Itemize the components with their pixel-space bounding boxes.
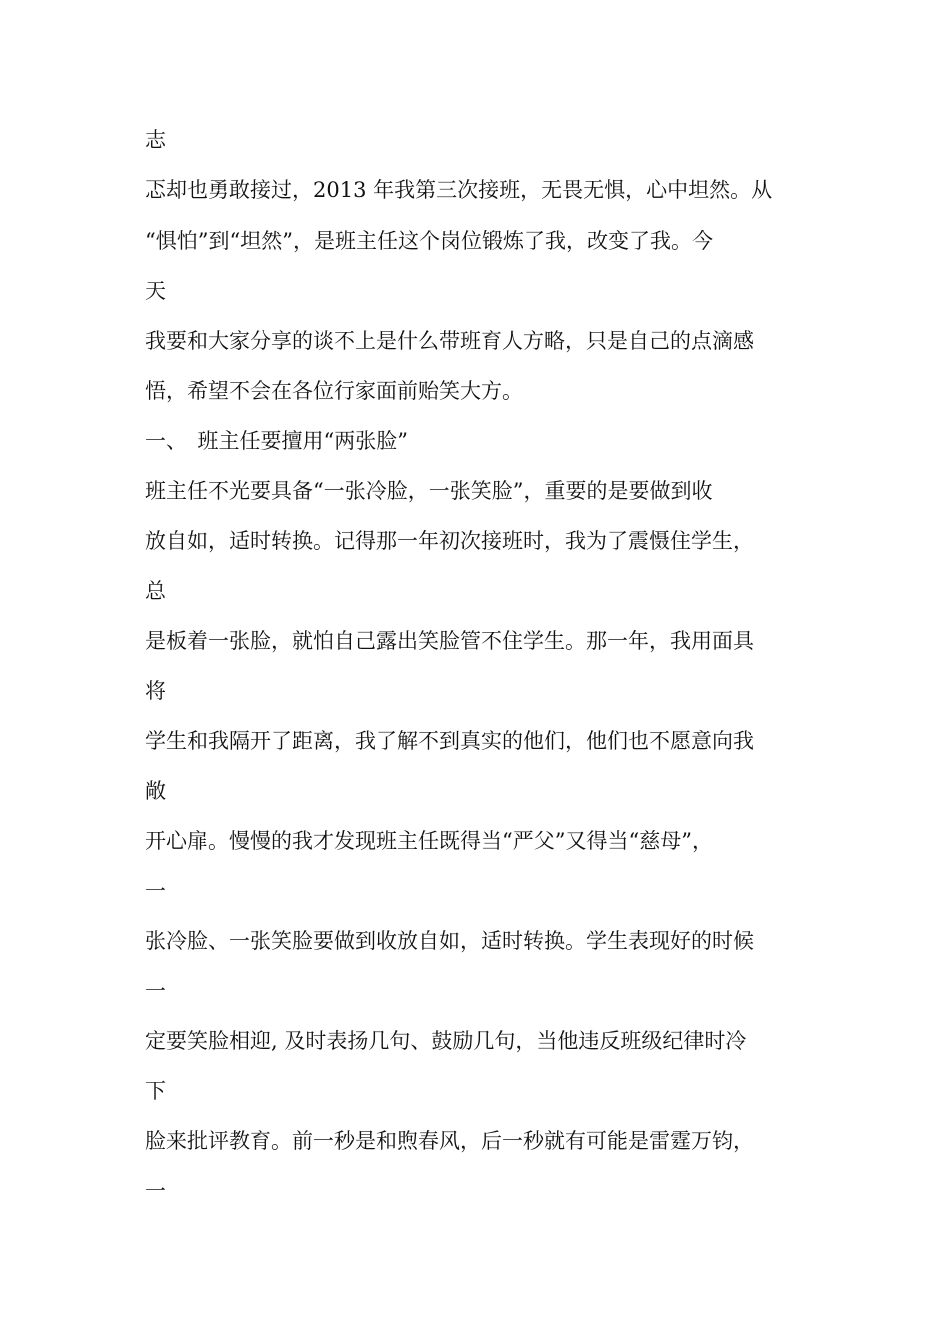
- text-line: “惧怕”到“坦然”，是班主任这个岗位锻炼了我，改变了我。今: [145, 229, 713, 253]
- text-line: 志: [145, 128, 166, 152]
- text-line: 是板着一张脸，就怕自己露出笑脸管不住学生。那一年，我用面具: [145, 629, 754, 653]
- text-line: 学生和我隔开了距离，我了解不到真实的他们，他们也不愿意向我: [145, 729, 754, 753]
- text-line: 我要和大家分享的谈不上是什么带班育人方略，只是自己的点滴感: [145, 329, 754, 353]
- text-line: 放自如，适时转换。记得那一年初次接班时，我为了震慑住学生，: [145, 529, 754, 553]
- text-line: 一: [145, 879, 166, 903]
- text-line: 敞: [145, 779, 166, 803]
- text-line: 将: [145, 679, 166, 703]
- text-line: 定要笑脸相迎, 及时表扬几句、鼓励几句，当他违反班级纪律时冷: [145, 1029, 747, 1053]
- text-line: 一: [145, 979, 166, 1003]
- text-line: 开心扉。慢慢的我才发现班主任既得当“严父”又得当“慈母”，: [145, 829, 713, 853]
- text-line: 忑却也勇敢接过，2013 年我第三次接班，无畏无惧，心中坦然。从: [145, 178, 773, 202]
- text-line: 张冷脸、一张笑脸要做到收放自如，适时转换。学生表现好的时候: [145, 929, 754, 953]
- text-line: 一: [145, 1179, 166, 1203]
- text-line: 班主任不光要具备“一张冷脸，一张笑脸”，重要的是要做到收: [145, 479, 713, 503]
- text-line: 天: [145, 279, 166, 303]
- text-line: 总: [145, 579, 166, 603]
- text-line: 下: [145, 1079, 166, 1103]
- text-line: 悟，希望不会在各位行家面前贻笑大方。: [145, 379, 523, 403]
- text-line: 脸来批评教育。前一秒是和煦春风，后一秒就有可能是雷霆万钧，: [145, 1129, 754, 1153]
- section-heading: 一、 班主任要擅用“两张脸”: [145, 429, 408, 453]
